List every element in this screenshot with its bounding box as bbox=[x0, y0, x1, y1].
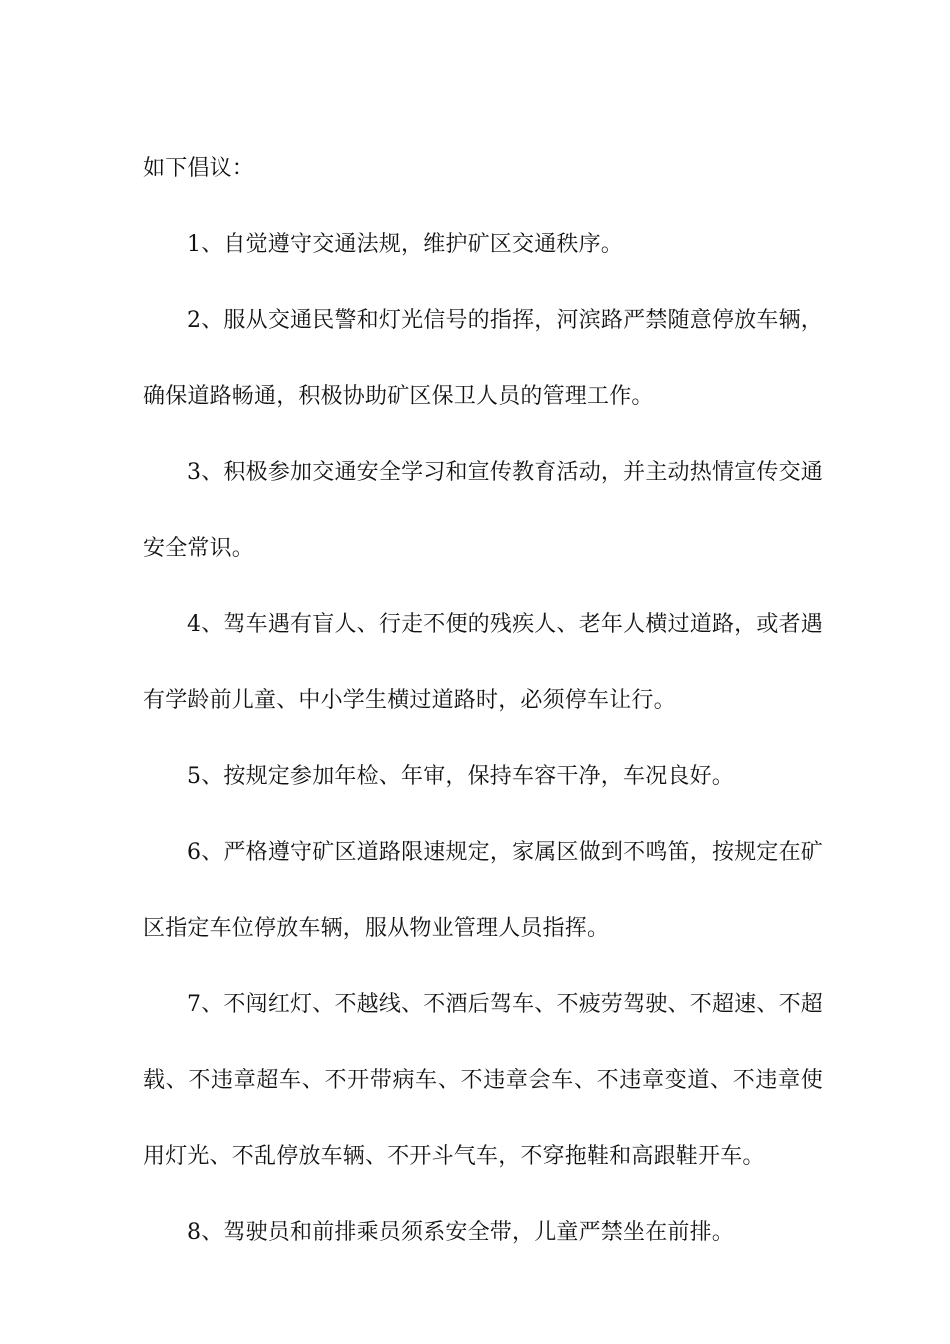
proposal-item-4: 4、驾车遇有盲人、行走不便的残疾人、老年人横过道路，或者遇有学龄前儿童、中小学生横过道路时，必须停车让行。 bbox=[143, 612, 823, 713]
proposal-item-3: 3、积极参加交通安全学习和宣传教育活动，并主动热情宣传交通安全常识。 bbox=[143, 460, 823, 561]
proposal-item-1: 1、自觉遵守交通法规，维护矿区交通秩序。 bbox=[187, 232, 623, 257]
proposal-item-2: 2、服从交通民警和灯光信号的指挥，河滨路严禁随意停放车辆，确保道路畅通，积极协助矿区保卫人员的管理工作。 bbox=[143, 308, 823, 409]
document-body bbox=[143, 131, 823, 1271]
proposal-item-5: 5、按规定参加年检、年审，保持车容干净，车况良好。 bbox=[187, 764, 734, 789]
proposal-item-8: 8、驾驶员和前排乘员须系安全带，儿童严禁坐在前排。 bbox=[187, 1220, 734, 1245]
proposal-item-6: 6、严格遵守矿区道路限速规定，家属区做到不鸣笛，按规定在矿区指定车位停放车辆，服从物业管理人员指挥。 bbox=[143, 840, 823, 941]
proposal-item-7: 7、不闯红灯、不越线、不酒后驾车、不疲劳驾驶、不超速、不超载、不违章超车、不开带病车、不违章会车、不违章变道、不违章使用灯光、不乱停放车辆、不开斗气车，不穿拖鞋和高跟鞋开车。 bbox=[143, 992, 823, 1169]
intro-paragraph: 如下倡议： bbox=[143, 156, 255, 181]
